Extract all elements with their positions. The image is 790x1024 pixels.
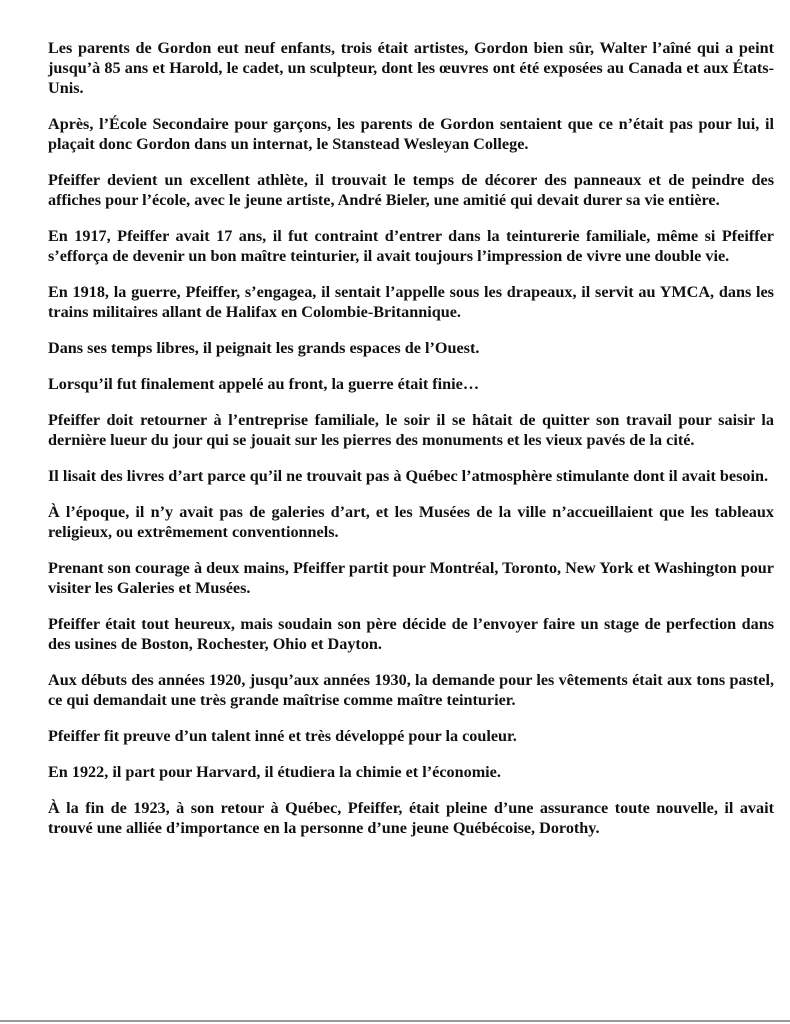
body-text bbox=[48, 38, 774, 854]
paragraph: En 1917, Pfeiffer avait 17 ans, il fut contraint d’entrer dans la teinturerie familiale, même si Pfeiffer s’efforça de devenir un bon maître teinturier, il avait toujours l’impression de vivre une double vie. bbox=[48, 227, 774, 265]
paragraph: Pfeiffer était tout heureux, mais soudain son père décide de l’envoyer faire un stage de perfection dans des usines de Boston, Rochester, Ohio et Dayton. bbox=[48, 615, 774, 653]
paragraph: À l’époque, il n’y avait pas de galeries d’art, et les Musées de la ville n’accueillaient que les tableaux religieux, ou extrêmement conventionnels. bbox=[48, 503, 774, 541]
paragraph: Pfeiffer doit retourner à l’entreprise familiale, le soir il se hâtait de quitter son travail pour saisir la dernière lueur du jour qui se jouait sur les pierres des monuments et les vieux pavés de la cité. bbox=[48, 411, 774, 449]
paragraph: Il lisait des livres d’art parce qu’il ne trouvait pas à Québec l’atmosphère stimulante dont il avait besoin. bbox=[48, 467, 769, 485]
paragraph: Dans ses temps libres, il peignait les grands espaces de l’Ouest. bbox=[48, 339, 480, 357]
paragraph: Les parents de Gordon eut neuf enfants, trois était artistes, Gordon bien sûr, Walter l’aîné qui a peint jusqu’à 85 ans et Harold, le cadet, un sculpteur, dont les œuvres ont été exposées au Canada et aux États-Unis. bbox=[48, 39, 774, 97]
paragraph: En 1922, il part pour Harvard, il étudiera la chimie et l’économie. bbox=[48, 763, 501, 781]
paragraph: Pfeiffer devient un excellent athlète, il trouvait le temps de décorer des panneaux et de peindre des affiches pour l’école, avec le jeune artiste, André Bieler, une amitié qui devait durer sa vie entière. bbox=[48, 171, 774, 209]
paragraph: Aux débuts des années 1920, jusqu’aux années 1930, la demande pour les vêtements était aux tons pastel, ce qui demandait une très grande maîtrise comme maître teinturier. bbox=[48, 671, 774, 709]
paragraph: Après, l’École Secondaire pour garçons, les parents de Gordon sentaient que ce n’était pas pour lui, il plaçait donc Gordon dans un internat, le Stanstead Wesleyan College. bbox=[48, 115, 774, 153]
paragraph: Lorsqu’il fut finalement appelé au front, la guerre était finie… bbox=[48, 375, 480, 393]
paragraph: Pfeiffer fit preuve d’un talent inné et très développé pour la couleur. bbox=[48, 727, 517, 745]
paragraph: À la fin de 1923, à son retour à Québec, Pfeiffer, était pleine d’une assurance toute nouvelle, il avait trouvé une alliée d’importance en la personne d’une jeune Québécoise, Dorothy. bbox=[48, 799, 774, 837]
paragraph: En 1918, la guerre, Pfeiffer, s’engagea, il sentait l’appelle sous les drapeaux, il servit au YMCA, dans les trains militaires allant de Halifax en Colombie-Britannique. bbox=[48, 283, 774, 321]
bottom-divider bbox=[0, 1020, 790, 1022]
paragraph: Prenant son courage à deux mains, Pfeiffer partit pour Montréal, Toronto, New York et Washington pour visiter les Galeries et Musées. bbox=[48, 559, 774, 597]
